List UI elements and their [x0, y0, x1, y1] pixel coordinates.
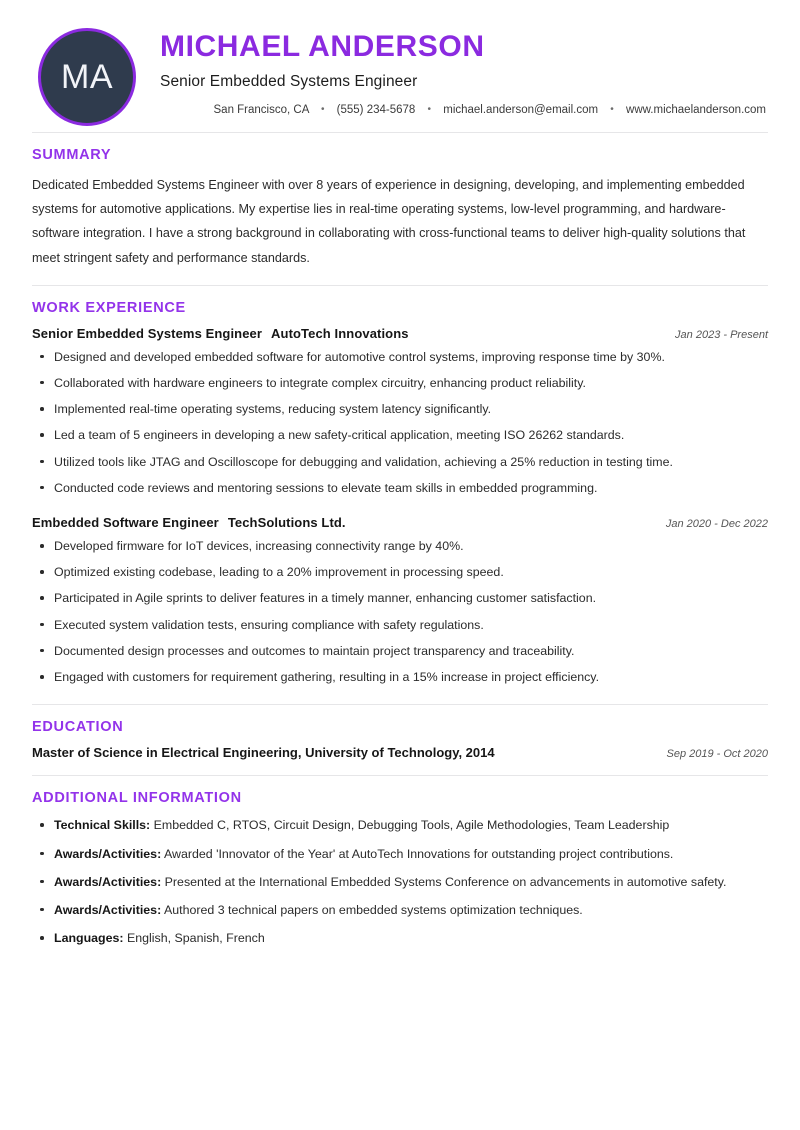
contact-line [160, 104, 768, 116]
info-value: Awarded 'Innovator of the Year' at AutoTech Innovations for outstanding project contributions. [163, 846, 674, 861]
education-entry [32, 745, 768, 760]
contact-email[interactable]: michael.anderson@email.com [443, 103, 599, 116]
additional-info-list [32, 816, 768, 948]
education-degree: Master of Science in Electrical Engineering, University of Technology, 2014 [32, 745, 495, 761]
contact-separator-icon: • [320, 103, 325, 115]
job-bullet-list [32, 348, 768, 498]
info-value: Authored 3 technical papers on embedded systems optimization techniques. [163, 902, 583, 917]
section-work-experience [32, 286, 768, 705]
avatar [38, 28, 136, 126]
job-company: TechSolutions Ltd. [227, 515, 346, 530]
list-item: Participated in Agile sprints to deliver features in a timely manner, enhancing customer satisfaction. [32, 589, 768, 608]
job-header [32, 326, 768, 341]
contact-location: San Francisco, CA [213, 103, 309, 116]
summary-text: Dedicated Embedded Systems Engineer with over 8 years of experience in designing, developing, and implementing embedded systems for automotive applications. My expertise lies in real-time operating systems, low-level programming, and hardware-software integration. I have a strong background in collaborating with cross-functional teams to deliver high-quality solutions that meet stringent safety and performance standards. [32, 178, 746, 265]
list-item: Led a team of 5 engineers in developing a new safety-critical application, meeting ISO 26262 standards. [32, 426, 768, 445]
section-summary [32, 133, 768, 285]
info-value: Embedded C, RTOS, Circuit Design, Debugging Tools, Agile Methodologies, Team Leadership [153, 818, 670, 833]
list-item: Engaged with customers for requirement gathering, resulting in a 15% increase in project efficiency. [32, 668, 768, 687]
section-title-work-experience: WORK EXPERIENCE [32, 299, 186, 316]
info-label: Languages: [54, 931, 124, 946]
list-item: Utilized tools like JTAG and Oscilloscope for debugging and validation, achieving a 25% reduction in testing time. [32, 453, 768, 472]
info-label: Awards/Activities: [54, 902, 162, 917]
job-title: Senior Embedded Systems Engineer [32, 325, 263, 341]
contact-separator-icon: • [610, 103, 614, 115]
contact-website[interactable]: www.michaelanderson.com [626, 103, 766, 116]
resume-header [32, 0, 768, 132]
header-text-block [136, 22, 768, 116]
section-education [32, 705, 768, 775]
job-company: AutoTech Innovations [271, 325, 409, 341]
list-item [32, 845, 768, 864]
job-title-company [32, 515, 346, 530]
info-label: Technical Skills: [54, 818, 151, 833]
list-item [32, 873, 768, 892]
list-item [32, 929, 768, 948]
list-item: Developed firmware for IoT devices, increasing connectivity range by 40%. [32, 537, 768, 556]
avatar-initials: MA [61, 58, 113, 96]
info-label: Awards/Activities: [54, 846, 162, 861]
section-title-education: EDUCATION [32, 719, 124, 736]
list-item: Optimized existing codebase, leading to a 20% improvement in processing speed. [32, 563, 768, 582]
job-entry [32, 515, 768, 687]
section-title-summary: SUMMARY [32, 147, 112, 163]
section-title-additional-information: ADDITIONAL INFORMATION [32, 790, 242, 807]
list-item [32, 816, 768, 835]
job-header [32, 515, 768, 530]
education-dates: Sep 2019 - Oct 2020 [666, 748, 768, 761]
list-item: Designed and developed embedded software for automotive control systems, improving response time by 30%. [32, 348, 768, 367]
job-title: Embedded Software Engineer [32, 515, 219, 530]
list-item: Collaborated with hardware engineers to integrate complex circuitry, enhancing product reliability. [32, 374, 768, 393]
contact-separator-icon: • [427, 103, 432, 115]
contact-phone[interactable]: (555) 234-5678 [336, 103, 416, 116]
job-title-company [32, 326, 409, 341]
job-bullet-list [32, 537, 768, 687]
job-entry [32, 326, 768, 498]
list-item: Documented design processes and outcomes to maintain project transparency and traceability. [32, 642, 768, 661]
list-item: Executed system validation tests, ensuring compliance with safety regulations. [32, 616, 768, 635]
job-headline: Senior Embedded Systems Engineer [160, 72, 418, 90]
section-additional-information [32, 776, 768, 948]
job-dates: Jan 2020 - Dec 2022 [665, 518, 768, 530]
info-value: Presented at the International Embedded Systems Conference on advancements in automotive safety. [164, 874, 727, 889]
list-item: Conducted code reviews and mentoring sessions to elevate team skills in embedded programming. [32, 479, 768, 498]
page-title: MICHAEL ANDERSON [160, 30, 485, 63]
info-label: Awards/Activities: [54, 874, 162, 889]
job-dates: Jan 2023 - Present [675, 328, 768, 341]
info-value: English, Spanish, French [127, 931, 265, 946]
list-item [32, 901, 768, 920]
list-item: Implemented real-time operating systems, reducing system latency significantly. [32, 400, 768, 419]
